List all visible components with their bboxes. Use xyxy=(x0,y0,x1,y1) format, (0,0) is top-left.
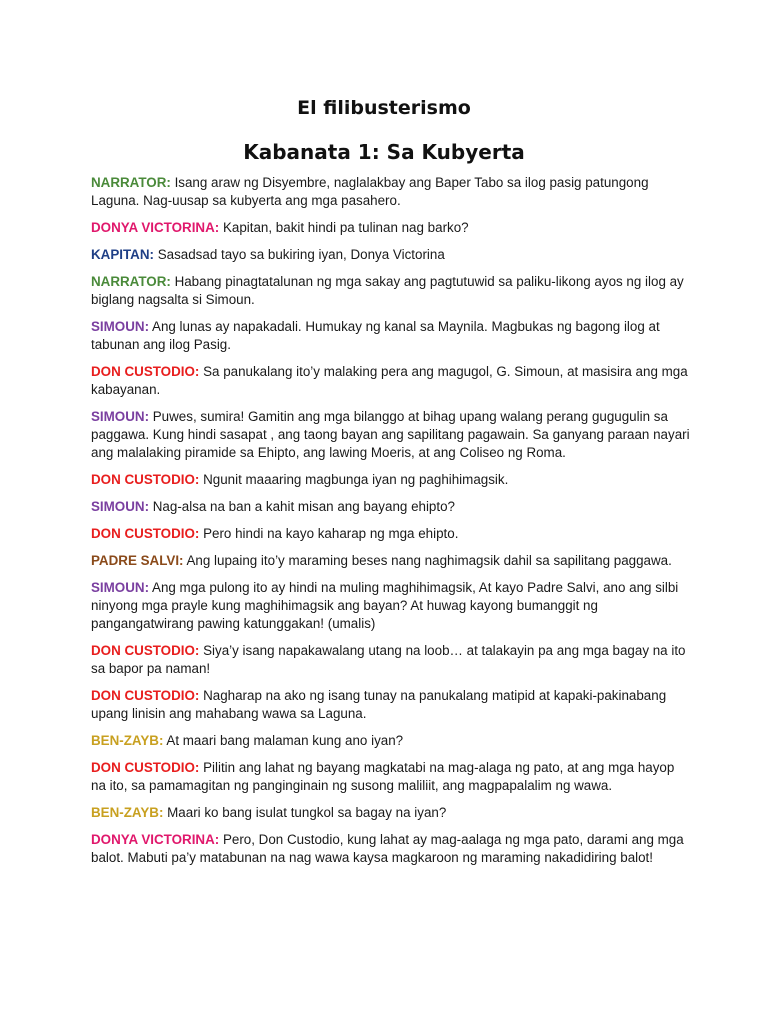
dialogue-line xyxy=(91,498,691,516)
speaker-label: DONYA VICTORINA: xyxy=(91,832,220,847)
dialogue-text: Pilitin ang lahat ng bayang magkatabi na mag-alaga ng pato, at ang mga hayop na ito, sa pamamagitan ng panginginain ng susong maliliit, ang magpapalalim ng wawa. xyxy=(91,760,675,793)
dialogue-text: Ang lupaing ito’y maraming beses nang naghimagsik dahil sa sapilitang paggawa. xyxy=(183,553,672,568)
dialogue-line xyxy=(91,579,691,633)
dialogue-line xyxy=(91,408,691,462)
dialogue-line xyxy=(91,732,691,750)
dialogue-line xyxy=(91,759,691,795)
speaker-label: DON CUSTODIO: xyxy=(91,472,200,487)
dialogue-text: Pero, Don Custodio, kung lahat ay mag-aalaga ng mga pato, darami ang mga balot. Mabuti pa’y matabunan na nag wawa kaysa magkaroon ng maraming nakadidiring balot! xyxy=(91,832,684,865)
speaker-label: SIMOUN: xyxy=(91,580,150,595)
dialogue-text: Siya’y isang napakawalang utang na loob… at talakayin pa ang mga bagay na ito sa bapor pa naman! xyxy=(91,643,686,676)
dialogue-text: Habang pinagtatalunan ng mga sakay ang pagtutuwid sa paliku-likong ayos ng ilog ay biglang nagsalta si Simoun. xyxy=(91,274,684,307)
dialogue-list xyxy=(91,174,691,876)
speaker-label: SIMOUN: xyxy=(91,409,150,424)
dialogue-line xyxy=(91,273,691,309)
speaker-label: SIMOUN: xyxy=(91,319,150,334)
dialogue-line xyxy=(91,318,691,354)
dialogue-line xyxy=(91,642,691,678)
dialogue-line xyxy=(91,174,691,210)
speaker-label: DON CUSTODIO: xyxy=(91,364,200,379)
speaker-label: PADRE SALVI: xyxy=(91,553,184,568)
dialogue-text: Ang lunas ay napakadali. Humukay ng kanal sa Maynila. Magbukas ng bagong ilog at tabunan ang ilog Pasig. xyxy=(91,319,660,352)
dialogue-line xyxy=(91,831,691,867)
dialogue-text: At maari bang malaman kung ano iyan? xyxy=(163,733,404,748)
speaker-label: SIMOUN: xyxy=(91,499,150,514)
speaker-label: KAPITAN: xyxy=(91,247,154,262)
dialogue-text: Maari ko bang isulat tungkol sa bagay na iyan? xyxy=(163,805,447,820)
dialogue-text: Kapitan, bakit hindi pa tulinan nag barko? xyxy=(219,220,469,235)
dialogue-text: Puwes, sumira! Gamitin ang mga bilanggo at bihag upang walang perang gugugulin sa paggawa. Kung hindi sasapat , ang taong bayan ang sapilitang pagawain. Sa ganyang paraan nayari ang malalaking piramide sa Ehipto, ang lawing Moeris, at ang Coliseo ng Roma. xyxy=(91,409,690,460)
speaker-label: DON CUSTODIO: xyxy=(91,643,200,658)
speaker-label: DON CUSTODIO: xyxy=(91,760,200,775)
dialogue-text: Ang mga pulong ito ay hindi na muling maghihimagsik, At kayo Padre Salvi, ano ang silbi ninyong mga prayle kung maghihimagsik ang bayan? At huwag kayong bumanggit ng pangangatwirang pawing katunggakan! (umalis) xyxy=(91,580,679,631)
dialogue-line xyxy=(91,471,691,489)
dialogue-line xyxy=(91,804,691,822)
speaker-label: NARRATOR: xyxy=(91,175,171,190)
speaker-label: BEN-ZAYB: xyxy=(91,733,164,748)
dialogue-line xyxy=(91,363,691,399)
dialogue-text: Nagharap na ako ng isang tunay na panukalang matipid at kapaki-pakinabang upang linisin ang mahabang wawa sa Laguna. xyxy=(91,688,667,721)
dialogue-text: Sa panukalang ito’y malaking pera ang magugol, G. Simoun, at masisira ang mga kabayanan. xyxy=(91,364,688,397)
dialogue-line xyxy=(91,687,691,723)
dialogue-line xyxy=(91,552,691,570)
speaker-label: BEN-ZAYB: xyxy=(91,805,164,820)
chapter-title: Kabanata 1: Sa Kubyerta xyxy=(243,140,525,164)
speaker-label: DONYA VICTORINA: xyxy=(91,220,220,235)
dialogue-text: Pero hindi na kayo kaharap ng mga ehipto. xyxy=(199,526,459,541)
document-title: El filibusterismo xyxy=(297,97,471,119)
dialogue-text: Isang araw ng Disyembre, naglalakbay ang Baper Tabo sa ilog pasig patungong Laguna. Nag-uusap sa kubyerta ang mga pasahero. xyxy=(91,175,649,208)
dialogue-text: Nag-alsa na ban a kahit misan ang bayang ehipto? xyxy=(149,499,455,514)
dialogue-line xyxy=(91,525,691,543)
dialogue-line xyxy=(91,246,691,264)
dialogue-text: Sasadsad tayo sa bukiring iyan, Donya Victorina xyxy=(153,247,445,262)
dialogue-line xyxy=(91,219,691,237)
dialogue-text: Ngunit maaaring magbunga iyan ng paghihimagsik. xyxy=(199,472,509,487)
speaker-label: NARRATOR: xyxy=(91,274,171,289)
speaker-label: DON CUSTODIO: xyxy=(91,526,200,541)
speaker-label: DON CUSTODIO: xyxy=(91,688,200,703)
